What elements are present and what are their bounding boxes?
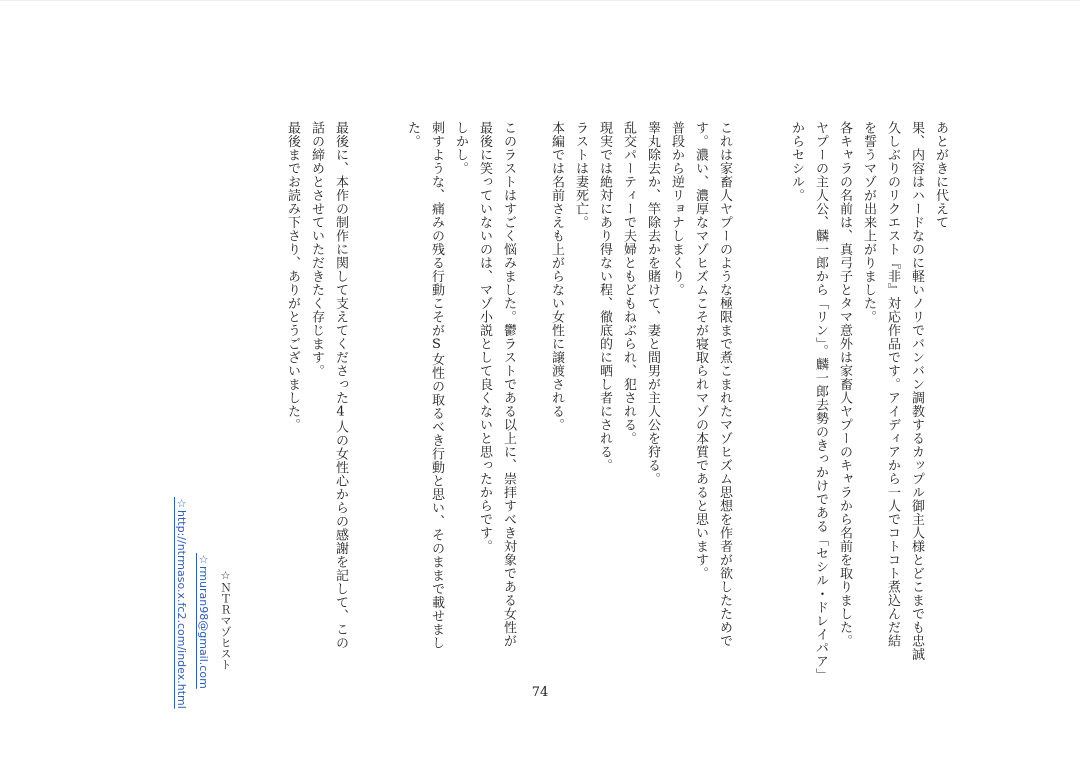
text-line-23: 最後に、本作の制作に関して支えてくださった4人の女性心からの感謝を記して、この: [333, 121, 348, 650]
signature-email-link[interactable]: ☆rmuran98@gmail.com: [197, 553, 210, 689]
text-line-18: 最後に笑っていないのは、マゾ小説として良くないと思ったからです。: [477, 121, 492, 553]
text-line-12: 乱交パーティーで夫婦ともどもねぶられ、犯される。: [621, 121, 636, 445]
text-line-17: このラストはすごく悩みました。鬱ラストである以上に、崇拝すべき対象である女性が: [501, 121, 516, 648]
signature-author: ☆ＮＴＲマゾヒスト: [219, 569, 232, 670]
text-line-20: 刺すような、痛みの残る行動こそがS女性の取るべき行動と思い、そのままで載せまし: [429, 121, 444, 650]
text-line-2: 果、内容はハードなのに軽いノリでバンバン調教するカップル御主人様とどこまでも忠誠: [909, 121, 924, 661]
page-number: 74: [531, 685, 549, 700]
text-line-15: 本編では名前さえも上がらない女性に譲渡される。: [549, 121, 564, 432]
text-line-4: 各キャラの名前は、真弓子とタマ意外は家畜人ヤプーのキャラから名前を取りました。: [837, 121, 852, 648]
text-line-25: 最後までお読み下さり、ありがとうございました。: [285, 121, 300, 432]
text-line-6: からセシル。: [789, 121, 804, 202]
text-line-24: 話の締めとさせていただきたく存じます。: [309, 121, 324, 378]
text-line-19: しかし。: [453, 121, 468, 175]
text-line-14: ラストは妻死亡。: [573, 121, 588, 229]
text-line-11: 睾丸除去か、竿除去かを賭けて、妻と間男が主人公を狩る。: [645, 121, 660, 486]
signature-url-link[interactable]: ☆http://ntrmaso.x.fc2.com/index.html: [175, 497, 188, 709]
text-line-3: を誓うマゾが出来上がりました。: [861, 121, 876, 324]
text-line-9: す。濃い、濃厚なマゾヒズムこそが寝取られマゾの本質であると思います。: [693, 121, 708, 580]
text-line-21: た。: [405, 121, 420, 148]
afterword-heading: あとがきに代えて: [933, 121, 948, 229]
text-line-1: 久しぶりのリクエスト『非』対応作品です。アイディアから一人でコトコト煮込んだ結: [885, 121, 900, 648]
text-line-8: これは家畜人ヤプーのような極限まで煮こまれたマゾヒズム思想を作者が欲したためで: [717, 121, 732, 648]
text-line-5: ヤプーの主人公、麟一郎から「リン」。麟一郎去勢のきっかけである「セシル・ドレイパア」: [813, 121, 828, 682]
text-line-10: 普段から逆リョナしまくり。: [669, 121, 684, 297]
text-line-13: 現実では絶対にあり得ない程、徹底的に晒し者にされる。: [597, 121, 612, 472]
